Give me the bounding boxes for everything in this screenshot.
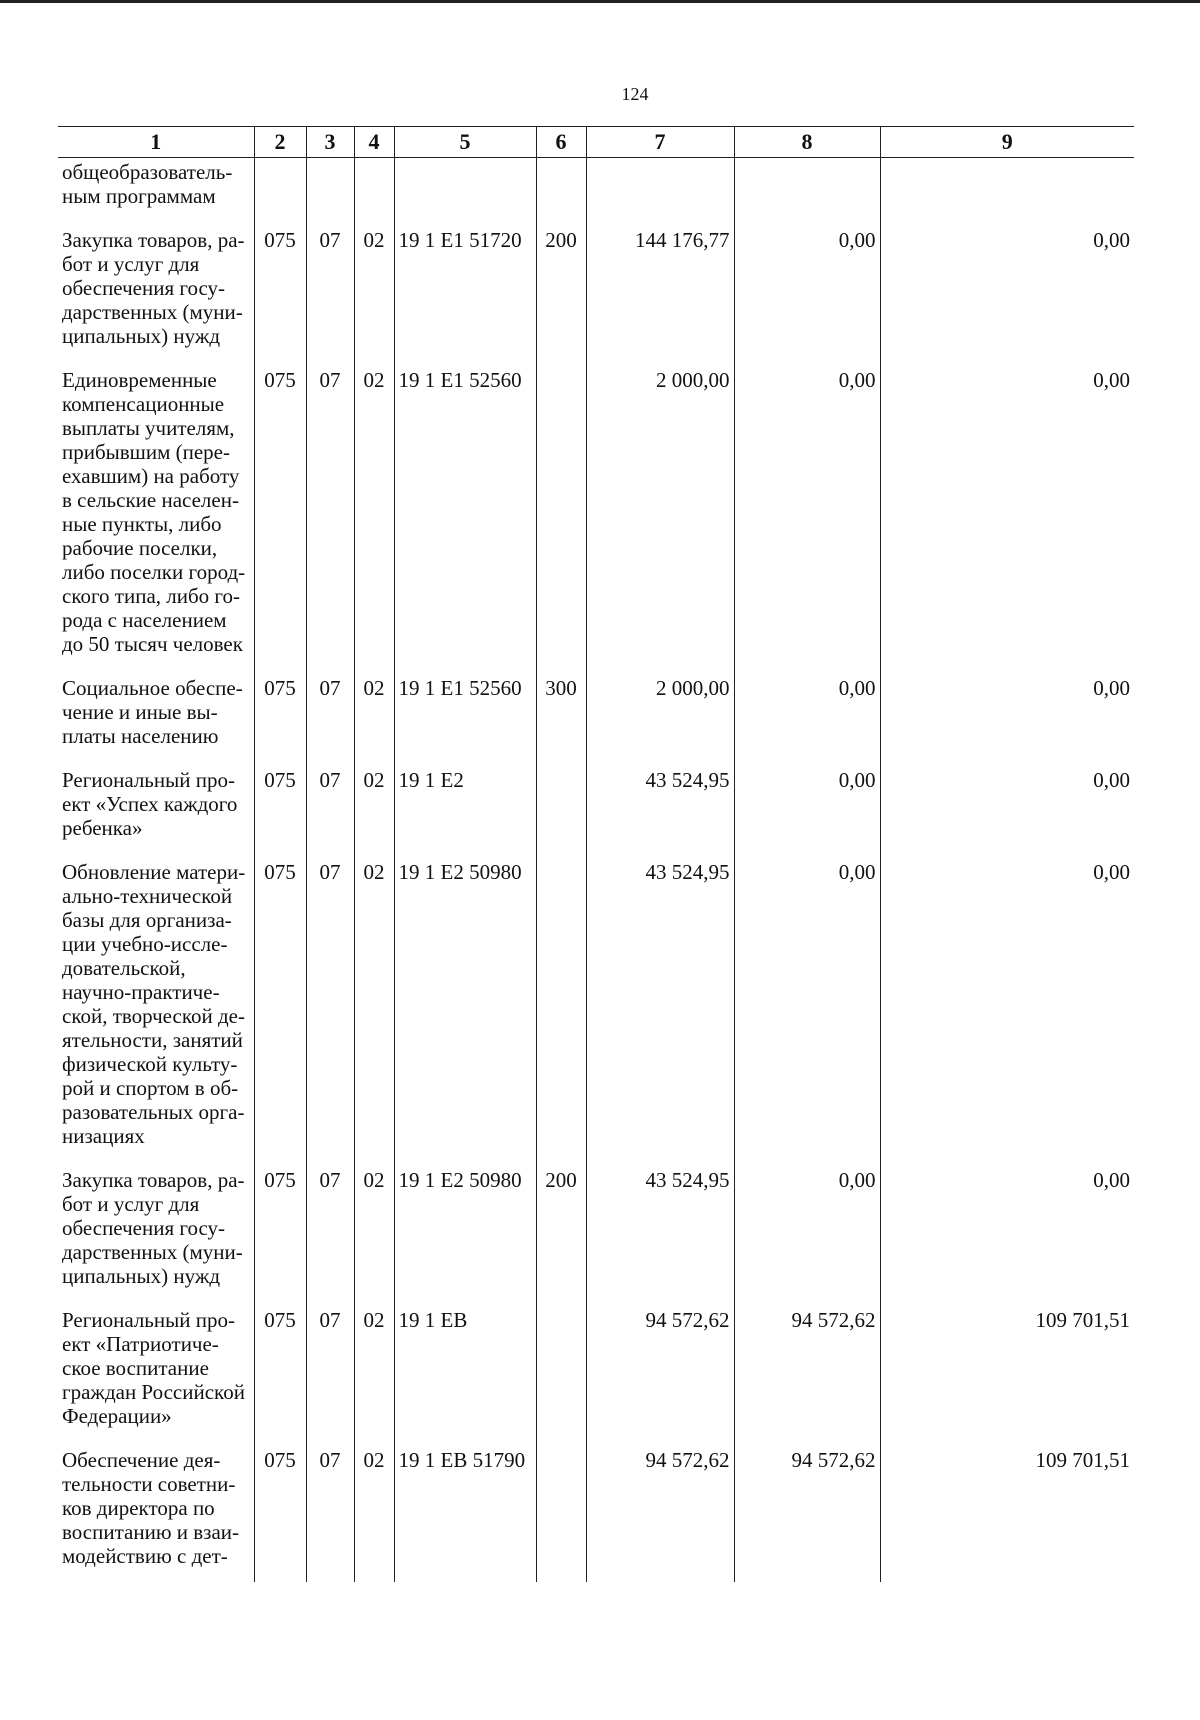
header-col-1: 1 <box>58 127 254 158</box>
grbs-code-cell: 075 <box>254 1162 306 1302</box>
expense-type-cell <box>536 362 586 670</box>
subsection-code-cell: 02 <box>354 1442 394 1582</box>
table-row <box>58 854 1134 1162</box>
target-article-cell: 19 1 E2 50980 <box>394 1162 536 1302</box>
table-row <box>58 1442 1134 1582</box>
expense-type-cell <box>536 854 586 1162</box>
amount-col8-cell <box>734 158 880 223</box>
table-row <box>58 670 1134 762</box>
amount-col8-cell: 0,00 <box>734 362 880 670</box>
grbs-code-cell: 075 <box>254 762 306 854</box>
expense-type-cell <box>536 1442 586 1582</box>
target-article-cell: 19 1 E1 51720 <box>394 222 536 362</box>
grbs-code-cell: 075 <box>254 362 306 670</box>
grbs-code-cell <box>254 158 306 223</box>
amount-col7-cell: 94 572,62 <box>586 1302 734 1442</box>
section-code-cell: 07 <box>306 362 354 670</box>
row-name-cell: Социальное обеспе- чение и иные вы- платы населению <box>62 676 243 748</box>
grbs-code-cell: 075 <box>254 1302 306 1442</box>
table-row <box>58 222 1134 362</box>
amount-col7-cell: 144 176,77 <box>586 222 734 362</box>
section-code-cell: 07 <box>306 1442 354 1582</box>
table-body <box>58 158 1134 1583</box>
amount-col7-cell: 2 000,00 <box>586 362 734 670</box>
section-code-cell: 07 <box>306 1302 354 1442</box>
amount-col8-cell: 94 572,62 <box>734 1442 880 1582</box>
header-col-3: 3 <box>306 127 354 158</box>
expense-type-cell: 300 <box>536 670 586 762</box>
subsection-code-cell: 02 <box>354 222 394 362</box>
row-name-cell: Закупка товаров, ра- бот и услуг для обеспечения госу- дарственных (муни- ципальных) нужд <box>62 1168 245 1288</box>
row-name-cell: Региональный про- ект «Патриотиче- ское воспитание граждан Российской Федерации» <box>62 1308 245 1428</box>
target-article-cell: 19 1 EB <box>394 1302 536 1442</box>
section-code-cell: 07 <box>306 762 354 854</box>
row-name-cell: Региональный про- ект «Успех каждого ребенка» <box>62 768 238 840</box>
target-article-cell: 19 1 E2 50980 <box>394 854 536 1162</box>
amount-col7-cell: 43 524,95 <box>586 854 734 1162</box>
grbs-code-cell: 075 <box>254 854 306 1162</box>
section-code-cell <box>306 158 354 223</box>
row-name-cell: Обеспечение дея- тельности советни- ков директора по воспитанию и взаи- модействию с дет- <box>62 1448 240 1568</box>
header-col-2: 2 <box>254 127 306 158</box>
amount-col9-cell: 0,00 <box>880 1162 1134 1302</box>
table-row <box>58 158 1134 223</box>
amount-col7-cell: 43 524,95 <box>586 1162 734 1302</box>
expense-type-cell <box>536 762 586 854</box>
table-row <box>58 762 1134 854</box>
amount-col8-cell: 94 572,62 <box>734 1302 880 1442</box>
header-col-5: 5 <box>394 127 536 158</box>
subsection-code-cell: 02 <box>354 854 394 1162</box>
amount-col8-cell: 0,00 <box>734 670 880 762</box>
page-number: 124 <box>621 84 649 104</box>
amount-col9-cell: 0,00 <box>880 670 1134 762</box>
target-article-cell <box>394 158 536 223</box>
subsection-code-cell <box>354 158 394 223</box>
header-col-8: 8 <box>734 127 880 158</box>
amount-col8-cell: 0,00 <box>734 854 880 1162</box>
row-name-cell: общеобразователь- ным программам <box>62 160 233 208</box>
amount-col9-cell: 0,00 <box>880 362 1134 670</box>
amount-col7-cell: 94 572,62 <box>586 1442 734 1582</box>
subsection-code-cell: 02 <box>354 362 394 670</box>
subsection-code-cell: 02 <box>354 1302 394 1442</box>
target-article-cell: 19 1 E1 52560 <box>394 362 536 670</box>
amount-col9-cell <box>880 158 1134 223</box>
amount-col9-cell: 0,00 <box>880 222 1134 362</box>
section-code-cell: 07 <box>306 670 354 762</box>
section-code-cell: 07 <box>306 1162 354 1302</box>
amount-col7-cell <box>586 158 734 223</box>
top-border-line <box>0 0 1200 3</box>
amount-col7-cell: 2 000,00 <box>586 670 734 762</box>
header-col-9: 9 <box>880 127 1134 158</box>
target-article-cell: 19 1 EB 51790 <box>394 1442 536 1582</box>
budget-table <box>58 126 1134 1582</box>
table-header-row <box>58 127 1134 158</box>
section-code-cell: 07 <box>306 854 354 1162</box>
target-article-cell: 19 1 E2 <box>394 762 536 854</box>
subsection-code-cell: 02 <box>354 670 394 762</box>
table-row <box>58 362 1134 670</box>
table-row <box>58 1162 1134 1302</box>
expense-type-cell: 200 <box>536 1162 586 1302</box>
row-name-cell: Закупка товаров, ра- бот и услуг для обеспечения госу- дарственных (муни- ципальных) нужд <box>62 228 245 348</box>
row-name-cell: Обновление матери- ально-технической базы для организа- ции учебно-иссле- довательской, научно-практиче- ской, творческой де- ятельности, занятий физической культу- рой и спортом в об- разовательных орга- низациях <box>62 860 246 1148</box>
grbs-code-cell: 075 <box>254 1442 306 1582</box>
amount-col9-cell: 109 701,51 <box>880 1442 1134 1582</box>
amount-col8-cell: 0,00 <box>734 1162 880 1302</box>
amount-col9-cell: 0,00 <box>880 762 1134 854</box>
amount-col8-cell: 0,00 <box>734 222 880 362</box>
amount-col7-cell: 43 524,95 <box>586 762 734 854</box>
row-name-cell: Единовременные компенсационные выплаты учителям, прибывшим (пере- ехавшим) на работу в сельские населен- ные пункты, либо рабочие поселки, либо поселки город- ского типа, либо го- рода с населением до 50 тысяч человек <box>62 368 246 656</box>
header-col-7: 7 <box>586 127 734 158</box>
grbs-code-cell: 075 <box>254 670 306 762</box>
table-row <box>58 1302 1134 1442</box>
expense-type-cell <box>536 1302 586 1442</box>
expense-type-cell <box>536 158 586 223</box>
amount-col8-cell: 0,00 <box>734 762 880 854</box>
target-article-cell: 19 1 E1 52560 <box>394 670 536 762</box>
expense-type-cell: 200 <box>536 222 586 362</box>
subsection-code-cell: 02 <box>354 1162 394 1302</box>
grbs-code-cell: 075 <box>254 222 306 362</box>
section-code-cell: 07 <box>306 222 354 362</box>
amount-col9-cell: 109 701,51 <box>880 1302 1134 1442</box>
subsection-code-cell: 02 <box>354 762 394 854</box>
header-col-4: 4 <box>354 127 394 158</box>
header-col-6: 6 <box>536 127 586 158</box>
amount-col9-cell: 0,00 <box>880 854 1134 1162</box>
